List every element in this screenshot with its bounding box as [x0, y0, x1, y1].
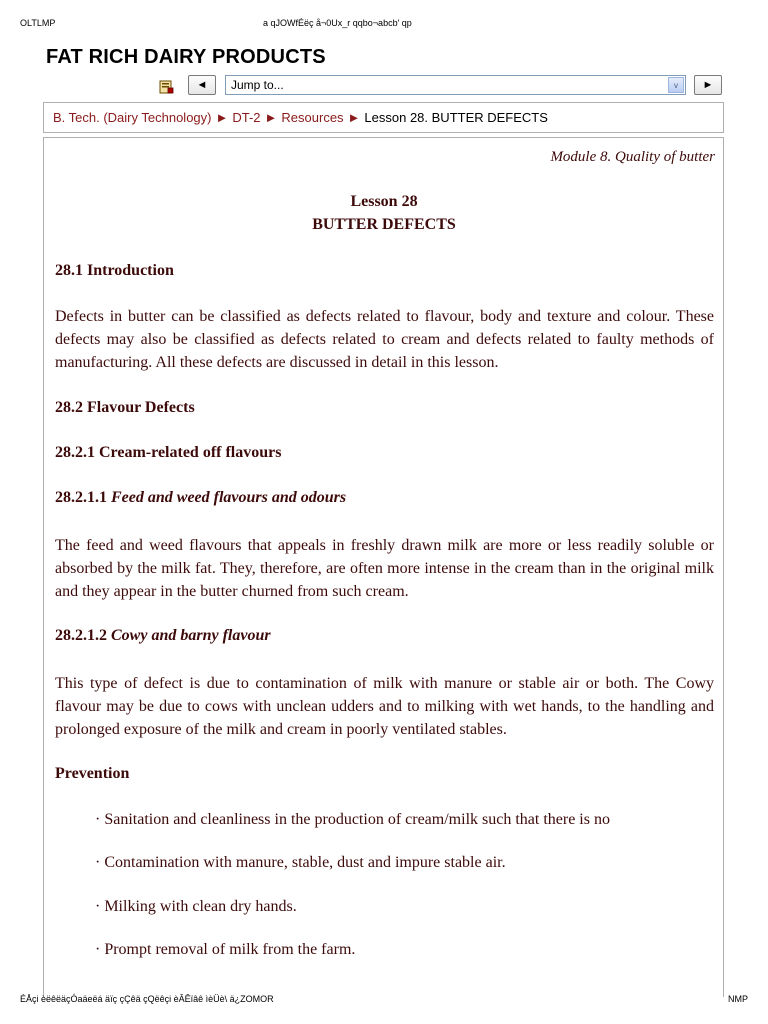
jump-to-value: Jump to... [231, 78, 284, 92]
section-heading-flavour-defects: 28.2 Flavour Defects [55, 399, 195, 416]
section-heading-cowy-barny [55, 627, 271, 645]
page-icon[interactable] [159, 79, 175, 95]
list-item: · Milking with clean dry hands. [95, 898, 297, 915]
breadcrumb-separator: ► [264, 110, 278, 125]
jump-to-select[interactable] [225, 75, 686, 95]
breadcrumb-item-course[interactable]: B. Tech. (Dairy Technology) [53, 110, 212, 125]
breadcrumb-current: Lesson 28. BUTTER DEFECTS [364, 110, 548, 125]
breadcrumb [43, 102, 724, 133]
print-footer [0, 994, 768, 1008]
site-title[interactable]: FAT RICH DAIRY PRODUCTS [46, 46, 326, 68]
module-label: Module 8. Quality of butter [550, 149, 715, 165]
breadcrumb-item-resources[interactable]: Resources [281, 110, 344, 125]
print-footer-left: ÉÅçi èëêëäçÓaäeëá äïç çÇêä çQëêçi èÂÊïâê ìèÜè\ ä¿ZOMOR [20, 994, 274, 1004]
print-header-left: OLTLMP [20, 18, 56, 28]
print-footer-right: NMP [728, 994, 748, 1004]
chevron-down-icon[interactable]: v [668, 77, 684, 93]
list-item: · Prompt removal of milk from the farm. [95, 941, 356, 958]
section-number: 28.2.1.1 [55, 489, 107, 506]
section-number: 28.2.1.2 [55, 627, 107, 644]
paragraph-cowy-barny: This type of defect is due to contamination of milk with manure or stable air or both. The Cowy flavour may be due to cows with unclean udders and to milking with wet hands, to the handling and prolonged exposure of the milk and cream in poorly ventilated stables. [55, 675, 714, 738]
section-heading-cream-related: 28.2.1 Cream-related off flavours [55, 444, 282, 461]
paragraph-feed-weed: The feed and weed flavours that appeals in freshly drawn milk are more or less readily soluble or absorbed by the milk fat. They, therefore, are often more intense in the cream than in the original milk and they appear in the butter churned from such cream. [55, 537, 714, 600]
print-header [0, 18, 768, 32]
lesson-number: Lesson 28 [350, 193, 418, 210]
section-heading-feed-weed [55, 489, 346, 507]
section-title: Feed and weed flavours and odours [111, 489, 347, 506]
section-title: Cowy and barny flavour [111, 627, 271, 644]
lesson-title: BUTTER DEFECTS [312, 216, 456, 233]
breadcrumb-separator: ► [347, 110, 361, 125]
previous-button[interactable]: ◄ [188, 75, 216, 95]
prevention-heading: Prevention [55, 765, 130, 782]
breadcrumb-separator: ► [215, 110, 229, 125]
breadcrumb-item-dt2[interactable]: DT-2 [232, 110, 261, 125]
list-item: · Contamination with manure, stable, dust and impure stable air. [95, 854, 506, 871]
section-heading-introduction: 28.1 Introduction [55, 262, 174, 279]
list-item: · Sanitation and cleanliness in the production of cream/milk such that there is no [95, 811, 610, 828]
paragraph-introduction: Defects in butter can be classified as defects related to flavour, body and texture and colour. These defects may also be classified as defects related to cream and defects related to faulty methods of manufacturing. All these defects are discussed in detail in this lesson. [55, 308, 714, 371]
next-button[interactable]: ► [694, 75, 722, 95]
print-header-center: a qJOWfÉëç å¬0Ux_r qqbo¬abcb' qp [263, 18, 412, 28]
